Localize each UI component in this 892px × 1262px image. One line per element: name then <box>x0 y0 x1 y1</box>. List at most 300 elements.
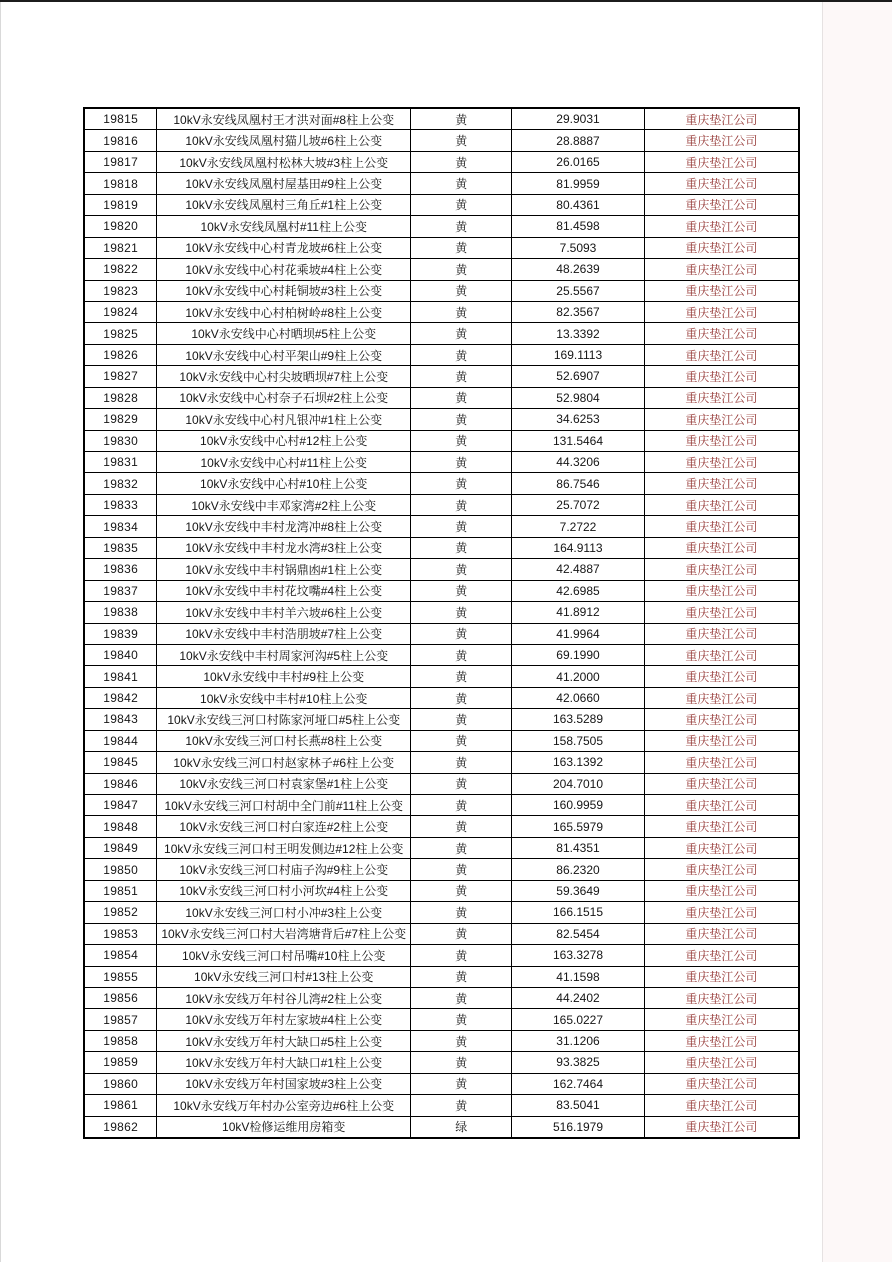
table-row <box>84 216 799 237</box>
status-color-cell: 黄 <box>411 730 512 751</box>
company-name-cell: 重庆垫江公司 <box>644 752 799 773</box>
table-row <box>84 559 799 580</box>
device-name-cell <box>157 430 411 451</box>
device-name-text: 10kV永安线万年村大缺口#5柱上公变 <box>185 1034 383 1049</box>
device-name-text: 10kV永安线万年村谷儿湾#2柱上公变 <box>185 991 383 1006</box>
device-name-cell <box>157 880 411 901</box>
row-id-cell: 19852 <box>84 902 157 923</box>
row-id-cell: 19827 <box>84 366 157 387</box>
table-row <box>84 709 799 730</box>
status-color-cell: 黄 <box>411 537 512 558</box>
company-name-cell: 重庆垫江公司 <box>644 709 799 730</box>
row-id-cell: 19858 <box>84 1030 157 1051</box>
device-name-cell <box>157 130 411 151</box>
device-name-cell <box>157 409 411 430</box>
device-name-text: 10kV永安线中丰村#9柱上公变 <box>203 670 365 685</box>
status-color-cell: 黄 <box>411 987 512 1008</box>
table-row <box>84 966 799 987</box>
row-id-cell: 19838 <box>84 602 157 623</box>
company-name-cell: 重庆垫江公司 <box>644 987 799 1008</box>
device-name-cell <box>157 687 411 708</box>
device-name-text: 10kV永安线三河口村吊嘴#10柱上公变 <box>182 948 386 963</box>
row-id-cell: 19816 <box>84 130 157 151</box>
load-value-cell: 164.9113 <box>512 537 644 558</box>
device-name-text: 10kV永安线万年村左家坡#4柱上公变 <box>185 1013 383 1028</box>
company-name-cell: 重庆垫江公司 <box>644 301 799 322</box>
device-name-text: 10kV永安线万年村办公室旁边#6柱上公变 <box>173 1098 395 1113</box>
device-name-cell <box>157 173 411 194</box>
status-color-cell: 黄 <box>411 280 512 301</box>
company-name-cell: 重庆垫江公司 <box>644 1052 799 1073</box>
device-name-text: 10kV永安线中丰村羊六坡#6柱上公变 <box>185 605 383 620</box>
status-color-cell: 黄 <box>411 859 512 880</box>
table-row <box>84 644 799 665</box>
row-id-cell: 19846 <box>84 773 157 794</box>
row-id-cell: 19819 <box>84 194 157 215</box>
company-name-cell: 重庆垫江公司 <box>644 666 799 687</box>
row-id-cell: 19857 <box>84 1009 157 1030</box>
device-name-text: 10kV永安线中丰村浩朋坡#7柱上公变 <box>185 627 383 642</box>
row-id-cell: 19836 <box>84 559 157 580</box>
table-row <box>84 1009 799 1030</box>
table-row <box>84 795 799 816</box>
device-name-cell <box>157 859 411 880</box>
device-name-cell <box>157 473 411 494</box>
device-name-cell <box>157 580 411 601</box>
device-name-cell <box>157 387 411 408</box>
company-name-cell: 重庆垫江公司 <box>644 151 799 172</box>
table-row <box>84 752 799 773</box>
load-value-cell: 166.1515 <box>512 902 644 923</box>
row-id-cell: 19831 <box>84 452 157 473</box>
row-id-cell: 19829 <box>84 409 157 430</box>
device-name-cell <box>157 1116 411 1138</box>
company-name-cell: 重庆垫江公司 <box>644 280 799 301</box>
status-color-cell: 黄 <box>411 837 512 858</box>
status-color-cell: 黄 <box>411 602 512 623</box>
load-value-cell: 165.0227 <box>512 1009 644 1030</box>
device-name-cell <box>157 344 411 365</box>
device-name-cell <box>157 516 411 537</box>
company-name-cell: 重庆垫江公司 <box>644 816 799 837</box>
device-name-text: 10kV永安线中丰村龙湾冲#8柱上公变 <box>185 520 383 535</box>
company-name-cell: 重庆垫江公司 <box>644 1030 799 1051</box>
device-name-text: 10kV永安线三河口村#13柱上公变 <box>194 970 374 985</box>
row-id-cell: 19817 <box>84 151 157 172</box>
row-id-cell: 19821 <box>84 237 157 258</box>
status-color-cell: 黄 <box>411 259 512 280</box>
device-name-cell <box>157 280 411 301</box>
company-name-cell: 重庆垫江公司 <box>644 344 799 365</box>
device-name-cell <box>157 902 411 923</box>
row-id-cell: 19860 <box>84 1073 157 1094</box>
table-row <box>84 409 799 430</box>
status-color-cell: 黄 <box>411 108 512 130</box>
row-id-cell: 19849 <box>84 837 157 858</box>
row-id-cell: 19835 <box>84 537 157 558</box>
device-name-cell <box>157 1009 411 1030</box>
company-name-cell: 重庆垫江公司 <box>644 366 799 387</box>
load-value-cell: 86.2320 <box>512 859 644 880</box>
load-value-cell: 160.9959 <box>512 795 644 816</box>
device-name-text: 10kV永安线三河口村小河坎#4柱上公变 <box>179 884 389 899</box>
table-row <box>84 837 799 858</box>
status-color-cell: 黄 <box>411 580 512 601</box>
company-name-cell: 重庆垫江公司 <box>644 130 799 151</box>
company-name-cell: 重庆垫江公司 <box>644 1073 799 1094</box>
device-name-cell <box>157 795 411 816</box>
table-row <box>84 859 799 880</box>
row-id-cell: 19832 <box>84 473 157 494</box>
transformer-table <box>83 107 800 1139</box>
load-value-cell: 44.3206 <box>512 452 644 473</box>
load-value-cell: 86.7546 <box>512 473 644 494</box>
device-name-cell <box>157 194 411 215</box>
status-color-cell: 黄 <box>411 902 512 923</box>
load-value-cell: 42.6985 <box>512 580 644 601</box>
row-id-cell: 19856 <box>84 987 157 1008</box>
load-value-cell: 41.2000 <box>512 666 644 687</box>
status-color-cell: 黄 <box>411 452 512 473</box>
load-value-cell: 80.4361 <box>512 194 644 215</box>
load-value-cell: 163.3278 <box>512 945 644 966</box>
device-name-text: 10kV永安线中丰村锅鼎凼#1柱上公变 <box>185 562 383 577</box>
table-row <box>84 1030 799 1051</box>
load-value-cell: 131.5464 <box>512 430 644 451</box>
row-id-cell: 19825 <box>84 323 157 344</box>
device-name-text: 10kV永安线三河口村白家连#2柱上公变 <box>179 820 389 835</box>
table-row <box>84 516 799 537</box>
table-row <box>84 130 799 151</box>
device-name-text: 10kV永安线凤凰村松林大坡#3柱上公变 <box>179 155 389 170</box>
company-name-cell: 重庆垫江公司 <box>644 880 799 901</box>
company-name-cell: 重庆垫江公司 <box>644 945 799 966</box>
company-name-cell: 重庆垫江公司 <box>644 237 799 258</box>
table-row <box>84 623 799 644</box>
device-name-cell <box>157 752 411 773</box>
company-name-cell: 重庆垫江公司 <box>644 1009 799 1030</box>
load-value-cell: 81.4351 <box>512 837 644 858</box>
table-row <box>84 366 799 387</box>
company-name-cell: 重庆垫江公司 <box>644 730 799 751</box>
table-row <box>84 773 799 794</box>
device-name-text: 10kV永安线三河口村胡中全门前#11柱上公变 <box>164 798 403 813</box>
table-row <box>84 902 799 923</box>
company-name-cell: 重庆垫江公司 <box>644 430 799 451</box>
table-row <box>84 387 799 408</box>
company-name-cell: 重庆垫江公司 <box>644 387 799 408</box>
table-row <box>84 452 799 473</box>
table-row <box>84 1095 799 1116</box>
row-id-cell: 19848 <box>84 816 157 837</box>
load-value-cell: 204.7010 <box>512 773 644 794</box>
row-id-cell: 19822 <box>84 259 157 280</box>
device-name-text: 10kV永安线凤凰村猫儿坡#6柱上公变 <box>185 134 383 149</box>
load-value-cell: 165.5979 <box>512 816 644 837</box>
company-name-cell: 重庆垫江公司 <box>644 859 799 880</box>
status-color-cell: 黄 <box>411 709 512 730</box>
row-id-cell: 19834 <box>84 516 157 537</box>
device-name-cell <box>157 366 411 387</box>
table-row <box>84 473 799 494</box>
load-value-cell: 42.4887 <box>512 559 644 580</box>
load-value-cell: 158.7505 <box>512 730 644 751</box>
table-row <box>84 923 799 944</box>
load-value-cell: 13.3392 <box>512 323 644 344</box>
row-id-cell: 19862 <box>84 1116 157 1138</box>
company-name-cell: 重庆垫江公司 <box>644 687 799 708</box>
device-name-text: 10kV永安线三河口村陈家河垭口#5柱上公变 <box>167 712 401 727</box>
row-id-cell: 19820 <box>84 216 157 237</box>
device-name-cell <box>157 644 411 665</box>
load-value-cell: 82.3567 <box>512 301 644 322</box>
status-color-cell: 黄 <box>411 216 512 237</box>
device-name-cell <box>157 494 411 515</box>
load-value-cell: 7.5093 <box>512 237 644 258</box>
row-id-cell: 19853 <box>84 923 157 944</box>
device-name-cell <box>157 945 411 966</box>
device-name-cell <box>157 923 411 944</box>
device-name-text: 10kV永安线中心村青龙坡#6柱上公变 <box>185 241 383 256</box>
load-value-cell: 69.1990 <box>512 644 644 665</box>
device-name-text: 10kV永安线中丰村周家河沟#5柱上公变 <box>179 648 389 663</box>
row-id-cell: 19824 <box>84 301 157 322</box>
company-name-cell: 重庆垫江公司 <box>644 795 799 816</box>
load-value-cell: 25.7072 <box>512 494 644 515</box>
table-row <box>84 987 799 1008</box>
status-color-cell: 黄 <box>411 687 512 708</box>
device-name-text: 10kV永安线凤凰村屋基田#9柱上公变 <box>185 177 383 192</box>
status-color-cell: 黄 <box>411 323 512 344</box>
status-color-cell: 黄 <box>411 1073 512 1094</box>
table-row <box>84 323 799 344</box>
load-value-cell: 26.0165 <box>512 151 644 172</box>
table-row <box>84 537 799 558</box>
load-value-cell: 93.3825 <box>512 1052 644 1073</box>
row-id-cell: 19815 <box>84 108 157 130</box>
device-name-cell <box>157 602 411 623</box>
company-name-cell: 重庆垫江公司 <box>644 1095 799 1116</box>
load-value-cell: 41.9964 <box>512 623 644 644</box>
device-name-cell <box>157 559 411 580</box>
status-color-cell: 黄 <box>411 151 512 172</box>
table-row <box>84 151 799 172</box>
load-value-cell: 162.7464 <box>512 1073 644 1094</box>
device-name-text: 10kV永安线中心村#12柱上公变 <box>200 434 368 449</box>
status-color-cell: 绿 <box>411 1116 512 1138</box>
device-name-text: 10kV永安线中心村花乘坡#4柱上公变 <box>185 262 383 277</box>
table-row <box>84 494 799 515</box>
device-name-text: 10kV永安线三河口村赵家林子#6柱上公变 <box>173 755 395 770</box>
table-row <box>84 301 799 322</box>
status-color-cell: 黄 <box>411 1095 512 1116</box>
row-id-cell: 19843 <box>84 709 157 730</box>
load-value-cell: 28.8887 <box>512 130 644 151</box>
load-value-cell: 42.0660 <box>512 687 644 708</box>
device-name-text: 10kV永安线三河口村小冲#3柱上公变 <box>185 905 383 920</box>
page-top-border <box>0 0 892 2</box>
company-name-cell: 重庆垫江公司 <box>644 452 799 473</box>
device-name-cell <box>157 666 411 687</box>
status-color-cell: 黄 <box>411 430 512 451</box>
device-name-cell <box>157 623 411 644</box>
status-color-cell: 黄 <box>411 923 512 944</box>
load-value-cell: 52.6907 <box>512 366 644 387</box>
load-value-cell: 34.6253 <box>512 409 644 430</box>
company-name-cell: 重庆垫江公司 <box>644 559 799 580</box>
table-row <box>84 1073 799 1094</box>
status-color-cell: 黄 <box>411 344 512 365</box>
device-name-cell <box>157 987 411 1008</box>
device-name-text: 10kV永安线中心村柏树岭#8柱上公变 <box>185 305 383 320</box>
load-value-cell: 48.2639 <box>512 259 644 280</box>
device-name-text: 10kV永安线中丰邓家湾#2柱上公变 <box>191 498 377 513</box>
device-name-text: 10kV永安线中心村耗铜坡#3柱上公变 <box>185 284 383 299</box>
row-id-cell: 19842 <box>84 687 157 708</box>
page-right-border <box>822 2 823 1262</box>
company-name-cell: 重庆垫江公司 <box>644 409 799 430</box>
device-name-cell <box>157 237 411 258</box>
status-color-cell: 黄 <box>411 494 512 515</box>
status-color-cell: 黄 <box>411 623 512 644</box>
status-color-cell: 黄 <box>411 1009 512 1030</box>
device-name-text: 10kV永安线中心村#10柱上公变 <box>200 477 368 492</box>
device-name-cell <box>157 730 411 751</box>
company-name-cell: 重庆垫江公司 <box>644 216 799 237</box>
load-value-cell: 31.1206 <box>512 1030 644 1051</box>
status-color-cell: 黄 <box>411 473 512 494</box>
company-name-cell: 重庆垫江公司 <box>644 902 799 923</box>
company-name-cell: 重庆垫江公司 <box>644 773 799 794</box>
company-name-cell: 重庆垫江公司 <box>644 580 799 601</box>
status-color-cell: 黄 <box>411 387 512 408</box>
device-name-text: 10kV永安线中心村凡银冲#1柱上公变 <box>185 412 383 427</box>
status-color-cell: 黄 <box>411 795 512 816</box>
row-id-cell: 19844 <box>84 730 157 751</box>
status-color-cell: 黄 <box>411 409 512 430</box>
company-name-cell: 重庆垫江公司 <box>644 1116 799 1138</box>
device-name-text: 10kV永安线万年村国家坡#3柱上公变 <box>185 1077 383 1092</box>
device-name-cell <box>157 816 411 837</box>
status-color-cell: 黄 <box>411 773 512 794</box>
table-row <box>84 602 799 623</box>
table-row <box>84 666 799 687</box>
company-name-cell: 重庆垫江公司 <box>644 602 799 623</box>
company-name-cell: 重庆垫江公司 <box>644 494 799 515</box>
device-name-cell <box>157 1073 411 1094</box>
status-color-cell: 黄 <box>411 130 512 151</box>
load-value-cell: 7.2722 <box>512 516 644 537</box>
row-id-cell: 19847 <box>84 795 157 816</box>
device-name-text: 10kV永安线三河口村王明发侧边#12柱上公变 <box>164 841 404 856</box>
device-name-text: 10kV永安线中心村平架山#9柱上公变 <box>185 348 383 363</box>
device-name-text: 10kV永安线凤凰村王才洪对面#8柱上公变 <box>173 112 395 127</box>
row-id-cell: 19839 <box>84 623 157 644</box>
row-id-cell: 19830 <box>84 430 157 451</box>
status-color-cell: 黄 <box>411 516 512 537</box>
table-row <box>84 430 799 451</box>
device-name-cell <box>157 1052 411 1073</box>
table-row <box>84 1052 799 1073</box>
status-color-cell: 黄 <box>411 1052 512 1073</box>
device-name-cell <box>157 966 411 987</box>
row-id-cell: 19837 <box>84 580 157 601</box>
device-name-cell <box>157 259 411 280</box>
status-color-cell: 黄 <box>411 559 512 580</box>
device-name-cell <box>157 1095 411 1116</box>
company-name-cell: 重庆垫江公司 <box>644 966 799 987</box>
table-row <box>84 237 799 258</box>
row-id-cell: 19823 <box>84 280 157 301</box>
row-id-cell: 19854 <box>84 945 157 966</box>
device-name-text: 10kV永安线中心村#11柱上公变 <box>200 455 367 470</box>
device-name-text: 10kV永安线三河口村袁家堡#1柱上公变 <box>179 777 389 792</box>
status-color-cell: 黄 <box>411 945 512 966</box>
load-value-cell: 59.3649 <box>512 880 644 901</box>
load-value-cell: 41.1598 <box>512 966 644 987</box>
device-name-cell <box>157 452 411 473</box>
row-id-cell: 19841 <box>84 666 157 687</box>
device-name-cell <box>157 151 411 172</box>
company-name-cell: 重庆垫江公司 <box>644 194 799 215</box>
status-color-cell: 黄 <box>411 301 512 322</box>
status-color-cell: 黄 <box>411 173 512 194</box>
load-value-cell: 82.5454 <box>512 923 644 944</box>
table-row <box>84 880 799 901</box>
status-color-cell: 黄 <box>411 194 512 215</box>
table-body <box>84 108 799 1138</box>
load-value-cell: 163.5289 <box>512 709 644 730</box>
table-row <box>84 816 799 837</box>
load-value-cell: 81.4598 <box>512 216 644 237</box>
device-name-text: 10kV永安线中丰村龙水湾#3柱上公变 <box>185 541 383 556</box>
device-name-text: 10kV永安线三河口村庙子沟#9柱上公变 <box>179 863 389 878</box>
row-id-cell: 19861 <box>84 1095 157 1116</box>
company-name-cell: 重庆垫江公司 <box>644 623 799 644</box>
device-name-text: 10kV永安线万年村大缺口#1柱上公变 <box>185 1055 383 1070</box>
company-name-cell: 重庆垫江公司 <box>644 516 799 537</box>
device-name-cell <box>157 1030 411 1051</box>
row-id-cell: 19826 <box>84 344 157 365</box>
load-value-cell: 163.1392 <box>512 752 644 773</box>
row-id-cell: 19845 <box>84 752 157 773</box>
device-name-cell <box>157 216 411 237</box>
row-id-cell: 19850 <box>84 859 157 880</box>
status-color-cell: 黄 <box>411 816 512 837</box>
status-color-cell: 黄 <box>411 644 512 665</box>
table-row <box>84 173 799 194</box>
row-id-cell: 19828 <box>84 387 157 408</box>
company-name-cell: 重庆垫江公司 <box>644 923 799 944</box>
status-color-cell: 黄 <box>411 666 512 687</box>
row-id-cell: 19840 <box>84 644 157 665</box>
load-value-cell: 41.8912 <box>512 602 644 623</box>
row-id-cell: 19851 <box>84 880 157 901</box>
load-value-cell: 81.9959 <box>512 173 644 194</box>
company-name-cell: 重庆垫江公司 <box>644 108 799 130</box>
table-row <box>84 687 799 708</box>
status-color-cell: 黄 <box>411 237 512 258</box>
row-id-cell: 19855 <box>84 966 157 987</box>
table-row <box>84 108 799 130</box>
row-id-cell: 19818 <box>84 173 157 194</box>
table-row <box>84 280 799 301</box>
company-name-cell: 重庆垫江公司 <box>644 473 799 494</box>
device-name-text: 10kV永安线中心村奈子石坝#2柱上公变 <box>179 391 389 406</box>
row-id-cell: 19859 <box>84 1052 157 1073</box>
status-color-cell: 黄 <box>411 966 512 987</box>
company-name-cell: 重庆垫江公司 <box>644 173 799 194</box>
